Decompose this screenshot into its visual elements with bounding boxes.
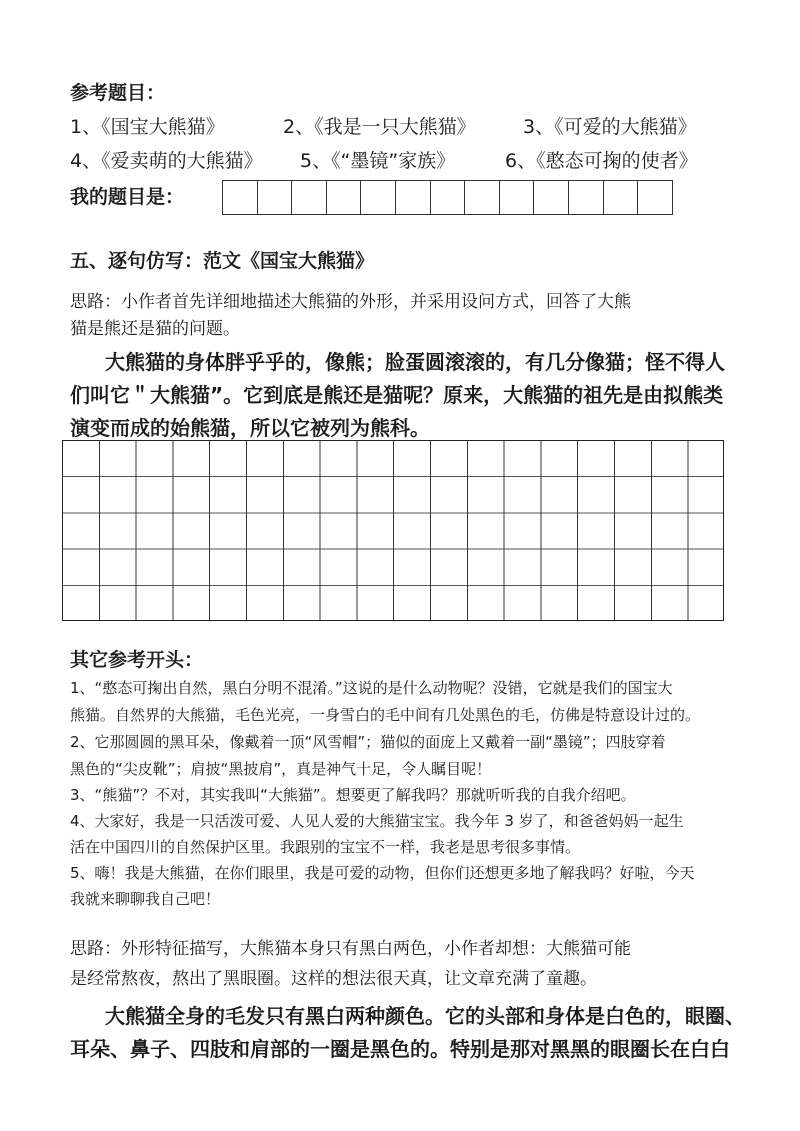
- title-box[interactable]: [291, 180, 327, 215]
- opening-line: 5、嗨！我是大熊猫，在你们眼里，我是可爱的动物，但你们还想更多地了解我吗？好啦，今天: [70, 864, 695, 882]
- title-box[interactable]: [603, 180, 639, 215]
- section5-heading: 五、逐句仿写：范文《国宝大熊猫》: [70, 250, 375, 272]
- topic-item: [70, 146, 263, 173]
- title-box[interactable]: [257, 180, 293, 215]
- model-paragraph-line: 大熊猫的身体胖乎乎的，像熊；脸蛋圆滚滚的，有几分像猫；怪不得人: [105, 350, 725, 374]
- model-paragraph-line: 大熊猫全身的毛发只有黑白两种颜色。它的头部和身体是白色的，眼圈、: [105, 1004, 745, 1028]
- opening-line: 4、大家好，我是一只活泼可爱、人见人爱的大熊猫宝宝。我今年 3 岁了，和爸爸妈妈一起生: [70, 812, 684, 830]
- topic-title: 《“墨镜”家族》: [331, 150, 456, 172]
- title-box[interactable]: [430, 180, 466, 215]
- title-box[interactable]: [464, 180, 500, 215]
- title-box[interactable]: [637, 180, 673, 215]
- topic-item: [505, 146, 698, 173]
- topic-number: 5、: [300, 150, 332, 172]
- topic-item: [523, 112, 697, 139]
- title-box[interactable]: [395, 180, 431, 215]
- topic-number: 4、: [70, 150, 102, 172]
- topic-number: 3、: [523, 116, 555, 138]
- opening-line: 活在中国四川的自然保护区里。我跟别的宝宝不一样，我老是思考很多事情。: [70, 838, 581, 856]
- model-paragraph-line: 演变而成的始熊猫，所以它被列为熊科。: [70, 416, 430, 440]
- topic-number: 1、: [70, 116, 102, 138]
- topic-number: 2、: [283, 116, 315, 138]
- title-box[interactable]: [326, 180, 362, 215]
- topic-title: 《我是一只大熊猫》: [314, 116, 476, 138]
- title-box[interactable]: [499, 180, 535, 215]
- topic-title: 《爱卖萌的大熊猫》: [101, 150, 263, 172]
- title-box[interactable]: [568, 180, 604, 215]
- topic-title: 《憨态可掬的使者》: [536, 150, 698, 172]
- title-box[interactable]: [533, 180, 569, 215]
- opening-line: 熊猫。自然界的大熊猫，毛色光亮，一身雪白的毛中间有几处黑色的毛，仿佛是特意设计过的。: [70, 706, 701, 724]
- my-title-boxes[interactable]: [222, 180, 672, 215]
- topic-title: 《可爱的大熊猫》: [554, 116, 697, 138]
- topic-item: [70, 112, 225, 139]
- opening-line: 我就来聊聊我自己吧！: [70, 890, 221, 908]
- topic-title: 《国宝大熊猫》: [101, 116, 225, 138]
- opening-line: 2、它那圆圆的黑耳朵，像戴着一顶“风雪帽”；猫似的面庞上又戴着一副“墨镜”；四肢穿着: [70, 733, 666, 751]
- thought-line: 猫是熊还是猫的问题。: [70, 319, 240, 339]
- my-title-label: 我的题目是：: [70, 186, 185, 208]
- thought-line: 是经常熬夜，熬出了黑眼圈。这样的想法很天真，让文章充满了童趣。: [70, 969, 597, 989]
- topic-number: 6、: [505, 150, 537, 172]
- model-paragraph-line: 们叫它＂大熊猫”。它到底是熊还是猫呢？原来，大熊猫的祖先是由拟熊类: [70, 383, 724, 407]
- thought-line: 思路：外形特征描写，大熊猫本身只有黑白两色，小作者却想：大熊猫可能: [70, 939, 631, 959]
- thought-line: 思路：小作者首先详细地描述大熊猫的外形，并采用设问方式，回答了大熊: [70, 292, 631, 312]
- topic-item: [283, 112, 476, 139]
- title-box[interactable]: [222, 180, 258, 215]
- title-box[interactable]: [360, 180, 396, 215]
- topic-item: [300, 146, 455, 173]
- opening-line: 3、“熊猫”？不对，其实我叫“大熊猫”。想要更了解我吗？那就听听我的自我介绍吧。: [70, 786, 636, 804]
- other-openings-heading: 其它参考开头：: [70, 649, 204, 671]
- opening-line: 黑色的“尖皮靴”；肩披“黑披肩”，真是神气十足，令人瞩目呢！: [70, 760, 492, 778]
- model-paragraph-line: 耳朵、鼻子、四肢和肩部的一圈是黑色的。特别是那对黑黑的眼圈长在白白: [70, 1037, 730, 1061]
- ref-topics-heading: 参考题目：: [70, 82, 166, 104]
- opening-line: 1、“憨态可掬出自然，黑白分明不混淆。”这说的是什么动物呢？没错，它就是我们的国宝大: [70, 679, 673, 697]
- writing-grid[interactable]: [62, 440, 724, 621]
